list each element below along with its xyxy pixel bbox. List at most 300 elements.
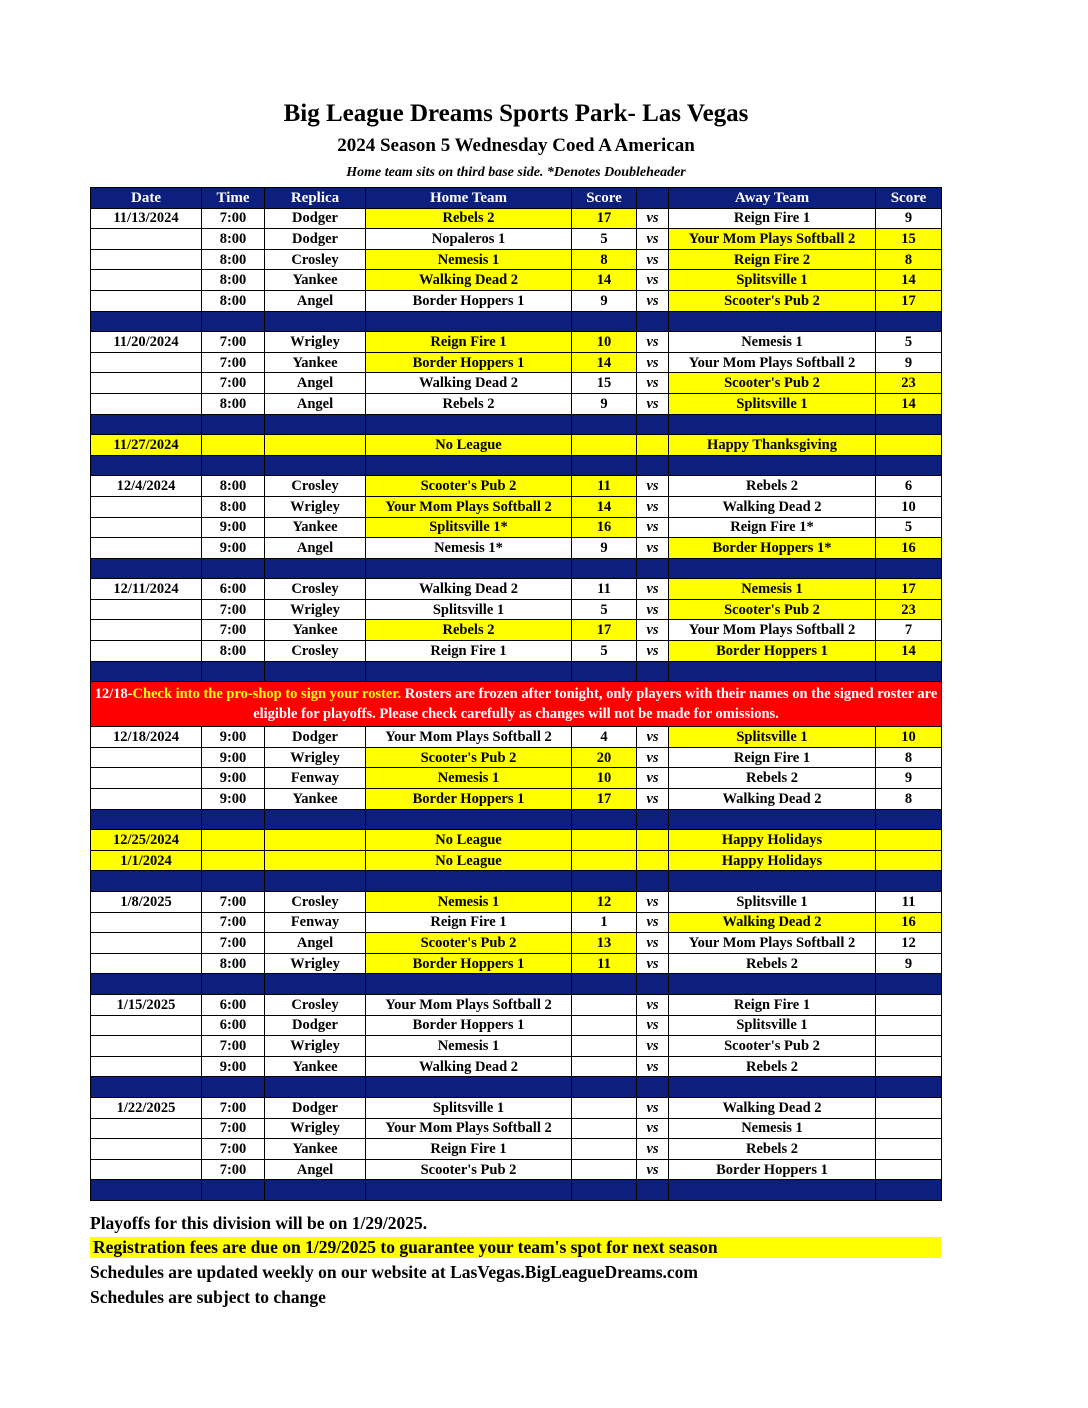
- notice-date: 12/18-: [94, 686, 133, 703]
- separator-cell: [265, 455, 366, 476]
- vs-label: vs: [637, 641, 669, 662]
- home-team: Reign Fire 1: [366, 332, 572, 353]
- game-time: 8:00: [202, 476, 265, 497]
- home-team: Nemesis 1: [366, 1036, 572, 1057]
- home-score: 11: [572, 953, 637, 974]
- game-row: [91, 1139, 942, 1160]
- separator-cell: [669, 455, 876, 476]
- away-score: 15: [876, 229, 942, 250]
- home-team: Border Hoppers 1: [366, 290, 572, 311]
- separator-cell: [572, 661, 637, 682]
- home-score: 17: [572, 208, 637, 229]
- game-row: [91, 229, 942, 250]
- home-team: Reign Fire 1: [366, 912, 572, 933]
- separator-cell: [876, 974, 942, 995]
- game-time: 7:00: [202, 1139, 265, 1160]
- game-field: Dodger: [265, 208, 366, 229]
- home-score: 9: [572, 393, 637, 414]
- game-date: 12/11/2024: [91, 579, 202, 600]
- game-time: 8:00: [202, 953, 265, 974]
- away-team: Reign Fire 1: [669, 994, 876, 1015]
- game-date: [91, 290, 202, 311]
- home-team: Walking Dead 2: [366, 270, 572, 291]
- vs-label: vs: [637, 393, 669, 414]
- game-row: [91, 1056, 942, 1077]
- game-row: [91, 768, 942, 789]
- separator-cell: [91, 455, 202, 476]
- separator-cell: [91, 1077, 202, 1098]
- separator-row: [91, 558, 942, 579]
- home-team: Walking Dead 2: [366, 579, 572, 600]
- away-score: [876, 994, 942, 1015]
- home-score: [572, 1118, 637, 1139]
- separator-row: [91, 871, 942, 892]
- game-row: [91, 953, 942, 974]
- home-team: Border Hoppers 1: [366, 953, 572, 974]
- separator-cell: [265, 1180, 366, 1201]
- home-team: Your Mom Plays Softball 2: [366, 727, 572, 748]
- home-team: Your Mom Plays Softball 2: [366, 496, 572, 517]
- away-score: 9: [876, 352, 942, 373]
- away-team: Rebels 2: [669, 953, 876, 974]
- away-score: 8: [876, 789, 942, 810]
- vs-label: vs: [637, 892, 669, 913]
- game-date: [91, 768, 202, 789]
- away-score: 7: [876, 620, 942, 641]
- game-field: Crosley: [265, 641, 366, 662]
- separator-cell: [876, 558, 942, 579]
- separator-cell: [202, 414, 265, 435]
- game-row: [91, 789, 942, 810]
- separator-cell: [669, 558, 876, 579]
- separator-row: [91, 414, 942, 435]
- away-score: 23: [876, 599, 942, 620]
- game-row: [91, 1036, 942, 1057]
- separator-cell: [572, 311, 637, 332]
- game-row: [91, 517, 942, 538]
- game-date: [91, 641, 202, 662]
- empty-cell: [265, 435, 366, 456]
- separator-cell: [366, 558, 572, 579]
- separator-row: [91, 661, 942, 682]
- separator-cell: [265, 414, 366, 435]
- home-score: 16: [572, 517, 637, 538]
- home-team: Rebels 2: [366, 393, 572, 414]
- game-field: Angel: [265, 933, 366, 954]
- home-score: 11: [572, 476, 637, 497]
- game-date: [91, 953, 202, 974]
- col-header-home-score: Score: [572, 188, 637, 209]
- game-date: [91, 270, 202, 291]
- game-field: Yankee: [265, 517, 366, 538]
- separator-cell: [637, 455, 669, 476]
- game-time: 6:00: [202, 1015, 265, 1036]
- separator-cell: [876, 809, 942, 830]
- separator-cell: [876, 1077, 942, 1098]
- game-date: [91, 352, 202, 373]
- game-field: Yankee: [265, 270, 366, 291]
- separator-cell: [572, 974, 637, 995]
- game-field: Fenway: [265, 768, 366, 789]
- separator-cell: [637, 1077, 669, 1098]
- empty-cell: [202, 850, 265, 871]
- separator-cell: [669, 974, 876, 995]
- col-header-replica: Replica: [265, 188, 366, 209]
- vs-label: vs: [637, 517, 669, 538]
- vs-label: vs: [637, 352, 669, 373]
- separator-cell: [202, 311, 265, 332]
- separator-cell: [876, 871, 942, 892]
- empty-cell: [265, 830, 366, 851]
- vs-label: vs: [637, 747, 669, 768]
- game-row: [91, 620, 942, 641]
- game-row: [91, 270, 942, 291]
- separator-cell: [265, 809, 366, 830]
- separator-cell: [265, 1077, 366, 1098]
- holiday-label: Happy Holidays: [669, 830, 876, 851]
- holiday-label: Happy Thanksgiving: [669, 435, 876, 456]
- away-score: 8: [876, 747, 942, 768]
- away-score: 5: [876, 332, 942, 353]
- home-score: 13: [572, 933, 637, 954]
- game-field: Angel: [265, 1159, 366, 1180]
- game-time: 9:00: [202, 517, 265, 538]
- game-field: Yankee: [265, 789, 366, 810]
- game-date: [91, 789, 202, 810]
- away-team: Your Mom Plays Softball 2: [669, 933, 876, 954]
- home-team: Splitsville 1: [366, 1097, 572, 1118]
- game-date: [91, 1139, 202, 1160]
- away-team: Walking Dead 2: [669, 912, 876, 933]
- vs-label: vs: [637, 1056, 669, 1077]
- footer-website: Schedules are updated weekly on our website at LasVegas.BigLeagueDreams.com: [90, 1262, 698, 1282]
- away-score: [876, 1036, 942, 1057]
- no-league-date: 1/1/2024: [91, 850, 202, 871]
- separator-cell: [572, 414, 637, 435]
- notice-text: Rosters are frozen after tonight, only players with their names on the signed roster are eligible for playoffs. Please check carefully as changes will not be made for omissions.: [253, 686, 938, 723]
- separator-cell: [366, 974, 572, 995]
- home-score: 5: [572, 229, 637, 250]
- separator-cell: [669, 661, 876, 682]
- home-team: Walking Dead 2: [366, 373, 572, 394]
- game-date: [91, 1036, 202, 1057]
- separator-row: [91, 1077, 942, 1098]
- away-score: [876, 1056, 942, 1077]
- empty-cell: [876, 435, 942, 456]
- separator-cell: [637, 871, 669, 892]
- game-time: 9:00: [202, 1056, 265, 1077]
- game-time: 7:00: [202, 1118, 265, 1139]
- separator-cell: [91, 311, 202, 332]
- separator-cell: [366, 661, 572, 682]
- separator-cell: [265, 311, 366, 332]
- game-date: [91, 249, 202, 270]
- holiday-label: Happy Holidays: [669, 850, 876, 871]
- empty-cell: [637, 850, 669, 871]
- game-row: [91, 496, 942, 517]
- game-row: [91, 747, 942, 768]
- separator-cell: [572, 809, 637, 830]
- separator-cell: [202, 1077, 265, 1098]
- game-field: Wrigley: [265, 332, 366, 353]
- vs-label: vs: [637, 476, 669, 497]
- no-league-label: No League: [366, 850, 572, 871]
- separator-cell: [876, 661, 942, 682]
- vs-label: vs: [637, 496, 669, 517]
- col-header-vs: [637, 188, 669, 209]
- game-field: Yankee: [265, 1139, 366, 1160]
- game-field: Crosley: [265, 994, 366, 1015]
- home-score: 9: [572, 290, 637, 311]
- home-score: 14: [572, 270, 637, 291]
- game-time: 9:00: [202, 727, 265, 748]
- vs-label: vs: [637, 1118, 669, 1139]
- footer-disclaimer: Schedules are subject to change: [90, 1287, 326, 1307]
- empty-cell: [202, 830, 265, 851]
- separator-cell: [91, 414, 202, 435]
- game-field: Wrigley: [265, 747, 366, 768]
- game-field: Crosley: [265, 579, 366, 600]
- separator-cell: [202, 809, 265, 830]
- away-team: Your Mom Plays Softball 2: [669, 229, 876, 250]
- game-row: [91, 290, 942, 311]
- separator-cell: [572, 455, 637, 476]
- game-time: 7:00: [202, 912, 265, 933]
- game-row: [91, 332, 942, 353]
- away-team: Border Hoppers 1: [669, 641, 876, 662]
- away-score: 16: [876, 912, 942, 933]
- no-league-date: 11/27/2024: [91, 435, 202, 456]
- vs-label: vs: [637, 1015, 669, 1036]
- separator-cell: [669, 1077, 876, 1098]
- vs-label: vs: [637, 1139, 669, 1160]
- away-team: Your Mom Plays Softball 2: [669, 352, 876, 373]
- separator-cell: [202, 661, 265, 682]
- game-time: 7:00: [202, 933, 265, 954]
- game-field: Angel: [265, 373, 366, 394]
- no-league-row: [91, 435, 942, 456]
- home-score: 20: [572, 747, 637, 768]
- game-field: Angel: [265, 538, 366, 559]
- game-row: [91, 352, 942, 373]
- game-time: 8:00: [202, 641, 265, 662]
- separator-cell: [669, 809, 876, 830]
- vs-label: vs: [637, 912, 669, 933]
- game-time: 8:00: [202, 270, 265, 291]
- home-team: Rebels 2: [366, 620, 572, 641]
- home-team: Nemesis 1: [366, 249, 572, 270]
- home-team: Splitsville 1: [366, 599, 572, 620]
- game-field: Crosley: [265, 892, 366, 913]
- home-team: Your Mom Plays Softball 2: [366, 1118, 572, 1139]
- empty-cell: [876, 850, 942, 871]
- home-team: Nemesis 1*: [366, 538, 572, 559]
- vs-label: vs: [637, 332, 669, 353]
- vs-label: vs: [637, 579, 669, 600]
- separator-cell: [669, 871, 876, 892]
- home-team: Border Hoppers 1: [366, 1015, 572, 1036]
- game-date: 12/4/2024: [91, 476, 202, 497]
- separator-cell: [91, 1180, 202, 1201]
- separator-cell: [876, 455, 942, 476]
- home-score: 17: [572, 789, 637, 810]
- game-time: 7:00: [202, 352, 265, 373]
- away-team: Splitsville 1: [669, 393, 876, 414]
- separator-cell: [91, 974, 202, 995]
- home-team: Scooter's Pub 2: [366, 933, 572, 954]
- game-date: 11/13/2024: [91, 208, 202, 229]
- empty-cell: [572, 830, 637, 851]
- away-score: 14: [876, 641, 942, 662]
- game-date: [91, 1015, 202, 1036]
- game-field: Wrigley: [265, 953, 366, 974]
- footer-registration: Registration fees are due on 1/29/2025 to guarantee your team's spot for next season: [90, 1237, 941, 1258]
- game-time: 6:00: [202, 994, 265, 1015]
- home-team: Reign Fire 1: [366, 641, 572, 662]
- separator-row: [91, 1180, 942, 1201]
- page-subtitle: 2024 Season 5 Wednesday Coed A American: [337, 135, 695, 156]
- vs-label: vs: [637, 933, 669, 954]
- separator-cell: [637, 311, 669, 332]
- home-score: 1: [572, 912, 637, 933]
- vs-label: vs: [637, 270, 669, 291]
- home-score: 5: [572, 599, 637, 620]
- separator-cell: [572, 871, 637, 892]
- game-row: [91, 599, 942, 620]
- separator-cell: [669, 1180, 876, 1201]
- home-score: 10: [572, 768, 637, 789]
- away-team: Scooter's Pub 2: [669, 1036, 876, 1057]
- home-team: Your Mom Plays Softball 2: [366, 994, 572, 1015]
- away-team: Nemesis 1: [669, 1118, 876, 1139]
- vs-label: vs: [637, 1097, 669, 1118]
- game-field: Fenway: [265, 912, 366, 933]
- separator-cell: [876, 414, 942, 435]
- game-time: 7:00: [202, 892, 265, 913]
- away-score: 17: [876, 579, 942, 600]
- game-time: 7:00: [202, 332, 265, 353]
- game-row: [91, 1015, 942, 1036]
- separator-cell: [572, 1077, 637, 1098]
- vs-label: vs: [637, 599, 669, 620]
- home-score: 14: [572, 496, 637, 517]
- game-row: [91, 1097, 942, 1118]
- col-header-date: Date: [91, 188, 202, 209]
- no-league-label: No League: [366, 435, 572, 456]
- game-date: 1/22/2025: [91, 1097, 202, 1118]
- home-score: [572, 1159, 637, 1180]
- empty-cell: [637, 435, 669, 456]
- game-field: Wrigley: [265, 1118, 366, 1139]
- separator-cell: [637, 661, 669, 682]
- game-time: 8:00: [202, 290, 265, 311]
- game-time: 8:00: [202, 393, 265, 414]
- game-date: [91, 933, 202, 954]
- game-time: 9:00: [202, 538, 265, 559]
- separator-cell: [366, 1077, 572, 1098]
- separator-cell: [366, 311, 572, 332]
- game-date: [91, 373, 202, 394]
- away-team: Reign Fire 1*: [669, 517, 876, 538]
- empty-cell: [637, 830, 669, 851]
- col-header-time: Time: [202, 188, 265, 209]
- home-score: 12: [572, 892, 637, 913]
- home-score: 14: [572, 352, 637, 373]
- separator-cell: [265, 974, 366, 995]
- game-date: [91, 1118, 202, 1139]
- away-team: Scooter's Pub 2: [669, 599, 876, 620]
- game-row: [91, 538, 942, 559]
- away-team: Nemesis 1: [669, 579, 876, 600]
- home-score: 4: [572, 727, 637, 748]
- away-team: Rebels 2: [669, 768, 876, 789]
- game-date: [91, 229, 202, 250]
- away-team: Your Mom Plays Softball 2: [669, 620, 876, 641]
- away-score: [876, 1159, 942, 1180]
- game-date: [91, 496, 202, 517]
- game-date: 1/8/2025: [91, 892, 202, 913]
- separator-cell: [876, 311, 942, 332]
- home-score: [572, 1139, 637, 1160]
- separator-cell: [637, 414, 669, 435]
- game-field: Wrigley: [265, 599, 366, 620]
- home-team: Nopaleros 1: [366, 229, 572, 250]
- page-title: Big League Dreams Sports Park- Las Vegas: [283, 100, 749, 127]
- away-team: Splitsville 1: [669, 1015, 876, 1036]
- home-team: Scooter's Pub 2: [366, 747, 572, 768]
- home-team: Scooter's Pub 2: [366, 476, 572, 497]
- home-team: Border Hoppers 1: [366, 352, 572, 373]
- game-row: [91, 641, 942, 662]
- empty-cell: [876, 830, 942, 851]
- game-time: 7:00: [202, 208, 265, 229]
- game-field: Angel: [265, 290, 366, 311]
- away-score: 12: [876, 933, 942, 954]
- separator-row: [91, 809, 942, 830]
- away-score: 14: [876, 393, 942, 414]
- roster-notice-row: [91, 682, 942, 727]
- away-team: Splitsville 1: [669, 727, 876, 748]
- separator-cell: [202, 455, 265, 476]
- home-score: 11: [572, 579, 637, 600]
- game-field: Yankee: [265, 620, 366, 641]
- empty-cell: [265, 850, 366, 871]
- home-team: Scooter's Pub 2: [366, 1159, 572, 1180]
- separator-cell: [669, 311, 876, 332]
- separator-cell: [876, 1180, 942, 1201]
- separator-cell: [637, 558, 669, 579]
- home-score: [572, 1056, 637, 1077]
- away-score: 5: [876, 517, 942, 538]
- game-date: [91, 1159, 202, 1180]
- game-time: 7:00: [202, 599, 265, 620]
- separator-cell: [637, 809, 669, 830]
- empty-cell: [572, 850, 637, 871]
- vs-label: vs: [637, 373, 669, 394]
- home-team: Splitsville 1*: [366, 517, 572, 538]
- game-time: 9:00: [202, 747, 265, 768]
- separator-cell: [366, 871, 572, 892]
- game-field: Dodger: [265, 727, 366, 748]
- game-time: 7:00: [202, 1159, 265, 1180]
- away-team: Rebels 2: [669, 476, 876, 497]
- separator-row: [91, 455, 942, 476]
- away-team: Reign Fire 2: [669, 249, 876, 270]
- away-team: Border Hoppers 1*: [669, 538, 876, 559]
- separator-cell: [366, 455, 572, 476]
- separator-row: [91, 974, 942, 995]
- separator-cell: [366, 809, 572, 830]
